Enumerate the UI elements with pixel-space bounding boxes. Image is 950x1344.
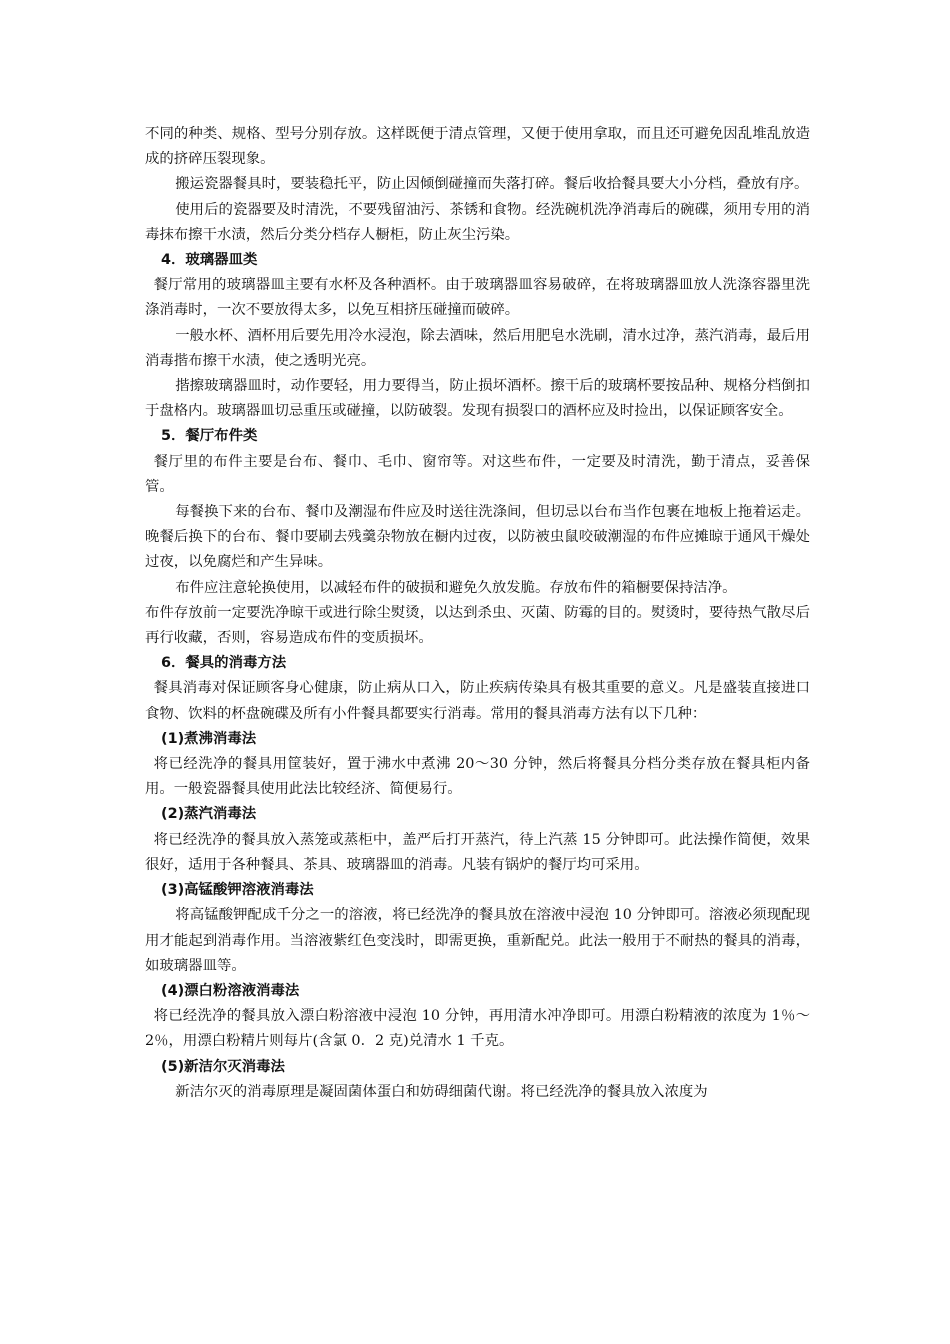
section-heading: 5．餐厅布件类 [161,428,258,445]
paragraph: 搬运瓷器餐具时，要装稳托平，防止因倾倒碰撞而失落打碎。餐后收拾餐具要大小分档，叠放有序。 [175,176,809,193]
paragraph: 揩擦玻璃器皿时，动作要轻，用力要得当，防止损坏酒杯。擦干后的玻璃杯要按品种、规格分档倒扣于盘格内。玻璃器皿切忌重压或碰撞，以防破裂。发现有损裂口的酒杯应及时捡出，以保证顾客安全。 [145,378,810,420]
section-heading: 4．玻璃器皿类 [161,252,258,269]
subsection-heading: (3)高锰酸钾溶液消毒法 [161,882,314,899]
paragraph: 新洁尔灭的消毒原理是凝固菌体蛋白和妨碍细菌代谢。将已经洗净的餐具放入浓度为 [175,1083,708,1100]
paragraph: 餐厅里的布件主要是台布、餐巾、毛巾、窗帘等。对这些布件，一定要及时清洗，勤于清点，妥善保管。 [145,453,810,495]
document-page [145,122,810,1105]
paragraph: 将已经洗净的餐具用筐装好，置于沸水中煮沸 20～30 分钟，然后将餐具分档分类存放在餐具柜内备用。一般瓷器餐具使用此法比较经济、简便易行。 [145,756,810,798]
subsection-heading: (5)新洁尔灭消毒法 [161,1058,285,1075]
paragraph: 餐厅常用的玻璃器皿主要有水杯及各种酒杯。由于玻璃器皿容易破碎，在将玻璃器皿放人洗涤容器里洗涤消毒时，一次不要放得太多，以免互相挤压碰撞而破碎。 [145,277,810,319]
paragraph: 不同的种类、规格、型号分别存放。这样既便于清点管理，又便于使用拿取，而且还可避免因乱堆乱放造成的挤碎压裂现象。 [145,126,810,168]
paragraph: 布件存放前一定要洗净晾干或进行除尘熨烫，以达到杀虫、灭菌、防霉的目的。熨烫时，要待热气散尽后再行收藏，否则，容易造成布件的变质损坏。 [145,604,810,647]
paragraph: 将已经洗净的餐具放入漂白粉溶液中浸泡 10 分钟，再用清水冲净即可。用漂白粉精液的浓度为 1％～2％，用漂白粉精片则每片(含氯 0．2 克)兑清水 1 千克。 [145,1008,810,1050]
paragraph: 餐具消毒对保证顾客身心健康，防止病从口入，防止疾病传染具有极其重要的意义。凡是盛装直接进口食物、饮料的杯盘碗碟及所有小件餐具都要实行消毒。常用的餐具消毒方法有以下几种： [145,680,810,722]
section-heading: 6．餐具的消毒方法 [161,655,287,672]
subsection-heading: (1)煮沸消毒法 [161,730,257,747]
paragraph: 将高锰酸钾配成千分之一的溶液，将已经洗净的餐具放在溶液中浸泡 10 分钟即可。溶液必须现配现用才能起到消毒作用。当溶液紫红色变浅时，即需更换，重新配兑。此法一般用于不耐热的餐具的消毒，如玻璃器皿等。 [145,907,810,974]
paragraph: 将已经洗净的餐具放入蒸笼或蒸柜中，盖严后打开蒸汽，待上汽蒸 15 分钟即可。此法操作简便，效果很好，适用于各种餐具、茶具、玻璃器皿的消毒。凡装有锅炉的餐厅均可采用。 [145,831,810,873]
subsection-heading: (2)蒸汽消毒法 [161,806,257,823]
paragraph: 布件应注意轮换使用，以减轻布件的破损和避免久放发脆。存放布件的箱橱要保持洁净。 [175,579,737,596]
paragraph: 使用后的瓷器要及时清洗，不要残留油污、茶锈和食物。经洗碗机洗净消毒后的碗碟，须用专用的消毒抹布擦干水渍，然后分类分档存人橱柜，防止灰尘污染。 [145,201,810,243]
subsection-heading: (4)漂白粉溶液消毒法 [161,982,300,999]
paragraph: 一般水杯、酒杯用后要先用冷水浸泡，除去酒味，然后用肥皂水洗刷，清水过净，蒸汽消毒，最后用消毒揩布擦干水渍，使之透明光亮。 [145,327,810,369]
paragraph: 每餐换下来的台布、餐巾及潮湿布件应及时送往洗涤间，但切忌以台布当作包裹在地板上拖着运走。晚餐后换下的台布、餐巾要刷去残羹杂物放在橱内过夜，以防被虫鼠咬破潮湿的布件应摊晾于通风干燥处过夜，以免腐烂和产生异味。 [145,504,810,571]
